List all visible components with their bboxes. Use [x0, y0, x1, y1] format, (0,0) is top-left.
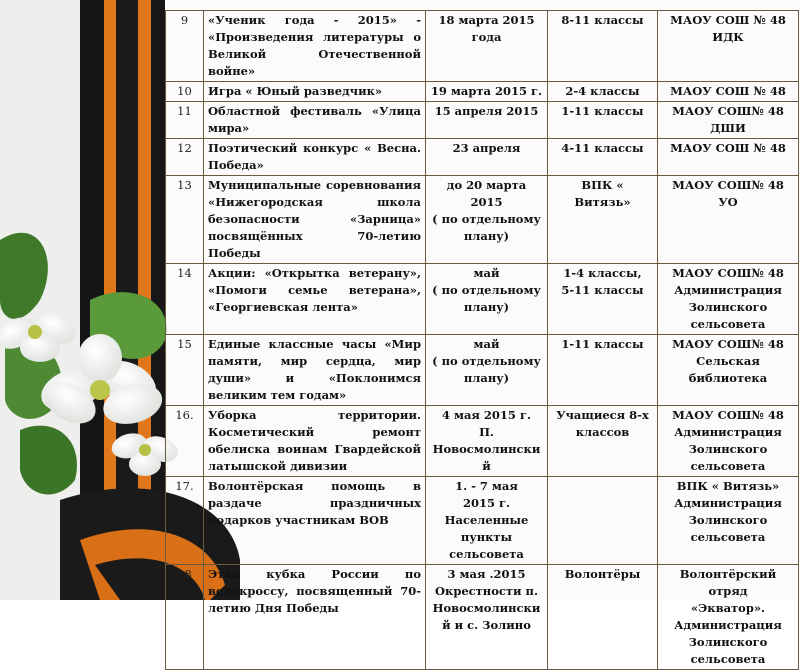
row-number: 13	[166, 176, 204, 264]
date-cell-line: Новосмолински	[432, 601, 541, 615]
date-cell	[426, 406, 548, 477]
row-number: 12	[166, 139, 204, 176]
responsible-cell-line: МАОУ СОШ № 48	[670, 141, 786, 155]
responsible-cell-line: МАОУ СОШ № 48	[670, 84, 786, 98]
date-cell: 23 апреля	[426, 139, 548, 176]
responsible-cell-line: Золинского сельсовета	[688, 442, 768, 473]
date-cell-line: 2015 г.	[462, 496, 511, 510]
event-cell: Областной фестиваль «Улица мира»	[204, 102, 426, 139]
responsible-cell	[658, 406, 799, 477]
table-row	[166, 139, 799, 176]
participants-cell	[548, 264, 658, 335]
participants-cell-line: Витязь»	[574, 195, 631, 209]
date-cell-line: 1. - 7 мая	[455, 479, 518, 493]
date-cell-line: до 20 марта	[446, 178, 527, 192]
responsible-cell	[658, 565, 799, 670]
participants-cell-line: 5-11 классы	[561, 283, 644, 297]
responsible-cell-line: Администрация	[674, 283, 782, 297]
date-cell: 19 марта 2015 г.	[426, 82, 548, 102]
table-row	[166, 406, 799, 477]
table-row	[166, 102, 799, 139]
responsible-cell-line: ВПК « Витязь»	[676, 479, 780, 493]
date-cell-line: Населенные	[444, 513, 529, 527]
date-cell	[426, 477, 548, 565]
row-number: 14	[166, 264, 204, 335]
date-cell-line: ( по отдельному	[432, 354, 541, 368]
participants-cell	[548, 176, 658, 264]
responsible-cell-line: Золинского сельсовета	[688, 300, 768, 331]
date-cell-line: пункты	[460, 530, 513, 544]
table-row	[166, 264, 799, 335]
date-cell	[426, 176, 548, 264]
responsible-cell-line: Администрация	[674, 618, 782, 632]
participants-cell: Волонтёры	[548, 565, 658, 670]
date-cell-line: Новосмолински	[432, 442, 541, 456]
responsible-cell-line: МАОУ СОШ№ 48	[672, 178, 784, 192]
date-cell-line: П.	[479, 425, 494, 439]
table-row	[166, 176, 799, 264]
participants-cell: 1-11 классы	[548, 102, 658, 139]
responsible-cell-line: МАОУ СОШ№ 48	[672, 408, 784, 422]
date-cell	[426, 335, 548, 406]
responsible-cell	[658, 82, 799, 102]
table-row	[166, 11, 799, 82]
responsible-cell-line: МАОУ СОШ№ 48	[672, 266, 784, 280]
table-row	[166, 335, 799, 406]
responsible-cell-line: ИДК	[712, 30, 744, 44]
participants-cell-line: Учащиеся 8-х	[556, 408, 649, 422]
participants-cell: 4-11 классы	[548, 139, 658, 176]
participants-cell: 1-11 классы	[548, 335, 658, 406]
participants-cell-line: ВПК «	[581, 178, 624, 192]
date-cell-line: й и с. Золино	[442, 618, 531, 632]
row-number: 18	[166, 565, 204, 670]
row-number: 9	[166, 11, 204, 82]
date-cell-line: май	[473, 266, 500, 280]
row-number: 16.	[166, 406, 204, 477]
date-cell-line: плану)	[463, 229, 510, 243]
responsible-cell-line: Администрация	[674, 496, 782, 510]
responsible-cell-line: «Экватор».	[690, 601, 766, 615]
date-cell-line: 2015	[470, 195, 503, 209]
responsible-cell-line: МАОУ СОШ№ 48	[672, 337, 784, 351]
responsible-cell-line: Администрация	[674, 425, 782, 439]
responsible-cell-line: Волонтёрский отряд	[679, 567, 777, 598]
date-cell	[426, 565, 548, 670]
date-cell-line: ( по отдельному	[432, 283, 541, 297]
row-number: 11	[166, 102, 204, 139]
responsible-cell-line: УО	[718, 195, 738, 209]
event-cell: Поэтический конкурс « Весна. Победа»	[204, 139, 426, 176]
date-cell-line: ( по отдельному	[432, 212, 541, 226]
table-row	[166, 565, 799, 670]
participants-cell-line: 1-4 классы,	[563, 266, 642, 280]
event-cell: Акции: «Открытка ветерану», «Помоги семье ветерана», «Георгиевская лента»	[204, 264, 426, 335]
table-row	[166, 477, 799, 565]
responsible-cell-line: ДШИ	[710, 121, 746, 135]
participants-cell	[548, 477, 658, 565]
responsible-cell	[658, 335, 799, 406]
participants-cell: 2-4 классы	[548, 82, 658, 102]
responsible-cell	[658, 264, 799, 335]
responsible-cell-line: Сельская библиотека	[688, 354, 768, 385]
events-table	[165, 10, 799, 670]
participants-cell-line: классов	[575, 425, 630, 439]
participants-cell: 8-11 классы	[548, 11, 658, 82]
event-cell: Игра « Юный разведчик»	[204, 82, 426, 102]
event-cell: «Ученик года - 2015» - «Произведения литературы о Великой Отечественной войне»	[204, 11, 426, 82]
date-cell-line: 3 мая .2015	[447, 567, 526, 581]
row-number: 15	[166, 335, 204, 406]
date-cell: 15 апреля 2015	[426, 102, 548, 139]
responsible-cell-line: МАОУ СОШ№ 48	[672, 104, 784, 118]
event-cell: Уборка территории. Косметический ремонт обелиска воинам Гвардейской латышской дивизии	[204, 406, 426, 477]
event-cell: Единые классные часы «Мир памяти, мир сердца, мир души» и «Поклонимся великим тем годам»	[204, 335, 426, 406]
row-number: 10	[166, 82, 204, 102]
date-cell-line: сельсовета	[449, 547, 524, 561]
participants-cell	[548, 406, 658, 477]
date-cell-line: Окрестности п.	[435, 584, 538, 598]
responsible-cell-line: Золинского сельсовета	[688, 635, 768, 666]
event-cell: Волонтёрская помощь в раздаче праздничных подарков участникам ВОВ	[204, 477, 426, 565]
date-cell-line: 4 мая 2015 г.	[441, 408, 531, 422]
responsible-cell	[658, 477, 799, 565]
responsible-cell-line: Золинского сельсовета	[688, 513, 768, 544]
date-cell	[426, 264, 548, 335]
responsible-cell	[658, 11, 799, 82]
table-row	[166, 82, 799, 102]
responsible-cell-line: МАОУ СОШ № 48	[670, 13, 786, 27]
date-cell-line: май	[473, 337, 500, 351]
responsible-cell	[658, 139, 799, 176]
date-cell: 18 марта 2015 года	[426, 11, 548, 82]
row-number: 17.	[166, 477, 204, 565]
date-cell-line: плану)	[463, 371, 510, 385]
responsible-cell	[658, 102, 799, 139]
event-cell: Этап кубка России по велокроссу, посвященный 70-летию Дня Победы	[204, 565, 426, 670]
event-cell: Муниципальные соревнования «Нижегородская школа безопасности «Зарница» посвящённых 70-летию Победы	[204, 176, 426, 264]
date-cell-line: плану)	[463, 300, 510, 314]
responsible-cell	[658, 176, 799, 264]
date-cell-line: й	[482, 459, 491, 473]
